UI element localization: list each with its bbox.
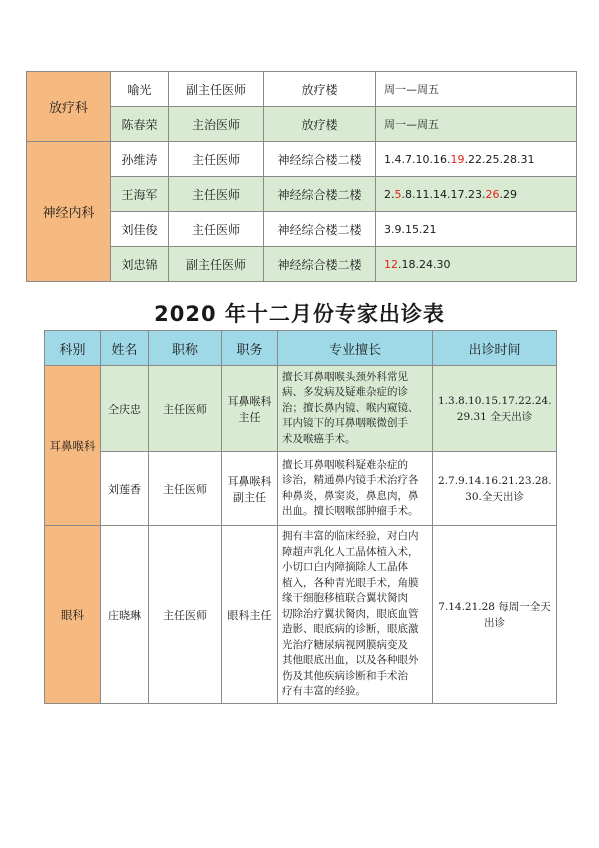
dept-cell: 神经内科	[27, 142, 111, 282]
table-row	[27, 72, 577, 107]
location-cell: 放疗楼	[264, 72, 376, 107]
location-cell: 神经综合楼二楼	[264, 212, 376, 247]
title-cell: 主任医师	[149, 526, 222, 704]
header-name: 姓名	[101, 331, 149, 366]
dept-cell: 耳鼻喉科	[45, 366, 101, 526]
table-header-row	[45, 331, 557, 366]
schedule-text: .22.25.28.31	[464, 152, 535, 166]
name-cell: 陈春荣	[111, 107, 169, 142]
table-row	[45, 366, 557, 452]
name-cell: 王海军	[111, 177, 169, 212]
location-cell: 神经综合楼二楼	[264, 247, 376, 282]
dept-cell: 放疗科	[27, 72, 111, 142]
name-cell: 喻光	[111, 72, 169, 107]
specialty-line: 拥有丰富的临床经验，对白内	[282, 530, 419, 543]
schedule-text: 1.4.7.10.16.	[384, 152, 451, 166]
specialty-line: 治；擅长鼻内镜、喉内窥镜、	[282, 401, 419, 414]
name-cell: 刘莲香	[101, 452, 149, 526]
time-cell	[433, 526, 557, 704]
position-cell	[222, 452, 278, 526]
specialty-line: 小切口白内障摘除人工晶体	[282, 561, 408, 574]
schedule-text: 2.	[384, 187, 395, 201]
location-cell: 放疗楼	[264, 107, 376, 142]
name-cell: 刘佳俊	[111, 212, 169, 247]
location-cell: 神经综合楼二楼	[264, 142, 376, 177]
specialty-line: 切除治疗翼状胬肉，眼底血管	[282, 607, 419, 620]
title-cell: 主任医师	[149, 452, 222, 526]
specialty-line: 障超声乳化人工晶体植入术，	[282, 545, 419, 558]
specialty-line: 病、多发病及疑难杂症的诊	[282, 386, 408, 399]
title-cell: 主任医师	[149, 366, 222, 452]
schedule-cell	[376, 142, 577, 177]
dept-cell: 眼科	[45, 526, 101, 704]
specialty-line: 诊治，精通鼻内镜手术治疗各	[282, 474, 419, 486]
specialty-line: 其他眼底出血，以及各种眼外	[282, 654, 419, 667]
table-row	[27, 142, 577, 177]
specialty-line: 种鼻炎，鼻窦炎，鼻息肉，鼻	[282, 489, 419, 502]
specialty-line: 耳内镜下的耳鼻咽喉微创手	[282, 417, 408, 430]
name-cell: 孙维涛	[111, 142, 169, 177]
schedule-cell	[376, 177, 577, 212]
header-title: 职称	[149, 331, 222, 366]
time-line: 出诊	[484, 616, 505, 629]
title-cell: 主任医师	[169, 177, 264, 212]
name-cell: 刘忠锦	[111, 247, 169, 282]
specialty-line: 擅长耳鼻咽喉科疑难杂症的	[282, 458, 408, 471]
title-cell: 主任医师	[169, 142, 264, 177]
top-schedule-table	[26, 71, 577, 282]
table-row	[45, 526, 557, 704]
title-cell: 主任医师	[169, 212, 264, 247]
title-cell: 副主任医师	[169, 247, 264, 282]
position-line: 耳鼻喉科	[227, 394, 272, 408]
schedule-text: .18.24.30	[398, 257, 451, 271]
table-row	[45, 452, 557, 526]
specialty-line: 伤及其他疾病诊断和手术治	[282, 669, 408, 682]
time-line: 2.7.9.14.16.21.23.28.	[438, 474, 552, 487]
time-line: 1.3.8.10.15.17.22.24.	[438, 394, 552, 407]
schedule-highlight: 12	[384, 257, 398, 271]
specialty-line: 疗有丰富的经验。	[282, 685, 366, 698]
position-cell	[222, 366, 278, 452]
name-cell: 仝庆忠	[101, 366, 149, 452]
specialty-cell	[278, 526, 433, 704]
position-line: 耳鼻喉科	[227, 474, 272, 488]
title-cell: 主治医师	[169, 107, 264, 142]
name-cell: 庄晓琳	[101, 526, 149, 704]
header-position: 职务	[222, 331, 278, 366]
specialty-line: 植入，各种青光眼手术，角膜	[282, 576, 419, 589]
specialty-line: 擅长耳鼻咽喉头颈外科常见	[282, 370, 408, 383]
schedule-highlight: 26	[485, 187, 500, 201]
schedule-cell: 3.9.15.21	[376, 212, 577, 247]
schedule-highlight: 5	[394, 187, 402, 201]
specialty-cell	[278, 452, 433, 526]
schedule-text: .29	[499, 187, 517, 201]
page-title: 2020 年十二月份专家出诊表	[154, 302, 445, 326]
location-cell: 神经综合楼二楼	[264, 177, 376, 212]
specialty-line: 造影、眼底病的诊断，眼底激	[282, 623, 419, 636]
expert-schedule-table	[44, 330, 557, 704]
specialty-cell	[278, 366, 433, 452]
time-line: 29.31 全天出诊	[456, 410, 533, 423]
header-dept: 科别	[45, 331, 101, 366]
time-line: 30.全天出诊	[465, 490, 524, 503]
specialty-line: 缘干细胞移植联合翼状胬肉	[282, 592, 408, 605]
header-specialty: 专业擅长	[278, 331, 433, 366]
position-line: 主任	[238, 410, 261, 424]
title-cell: 副主任医师	[169, 72, 264, 107]
time-cell	[433, 452, 557, 526]
header-time: 出诊时间	[433, 331, 557, 366]
schedule-cell: 周一—周五	[376, 72, 577, 107]
schedule-highlight: 19	[450, 152, 465, 166]
schedule-cell: 周一—周五	[376, 107, 577, 142]
schedule-text: .8.11.14.17.23.	[401, 187, 486, 201]
specialty-line: 光治疗糖尿病视网膜病变及	[282, 638, 408, 651]
position-line: 副主任	[233, 490, 266, 504]
time-line: 7.14.21.28 每周一全天	[438, 600, 551, 613]
specialty-line: 术及喉癌手术。	[282, 432, 356, 445]
schedule-cell	[376, 247, 577, 282]
specialty-line: 出血。擅长咽喉部肿瘤手术。	[282, 505, 419, 517]
position-cell: 眼科主任	[222, 526, 278, 704]
time-cell	[433, 366, 557, 452]
